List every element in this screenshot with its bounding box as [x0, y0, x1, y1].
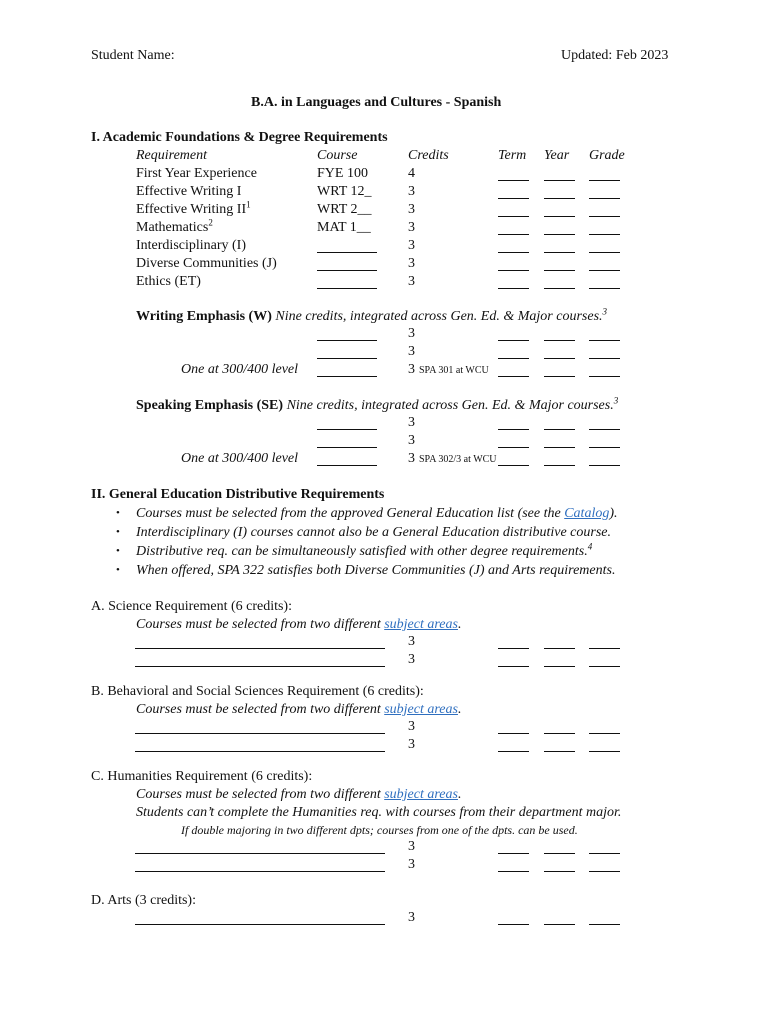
bullet-text	[136, 563, 615, 579]
col-term: Term	[498, 148, 527, 163]
speaking-course-blank[interactable]	[317, 465, 377, 466]
bullet-end: ).	[609, 506, 618, 521]
science-heading: A. Science Requirement (6 credits):	[91, 599, 292, 614]
requirement-term-blank[interactable]	[498, 288, 529, 289]
col-requirement: Requirement	[136, 148, 208, 163]
col-grade: Grade	[589, 148, 625, 163]
requirement-name: Interdisciplinary (I)	[136, 238, 247, 253]
bullet-body: Interdisciplinary (I) courses cannot also be a General Education distributive course.	[136, 525, 612, 540]
writing-grade-blank[interactable]	[589, 376, 620, 377]
col-credits: Credits	[408, 148, 449, 163]
humanities-course-blank[interactable]	[135, 871, 385, 872]
requirement-year-blank[interactable]	[544, 288, 575, 289]
humanities-note	[136, 787, 461, 803]
section-1-heading: I. Academic Foundations & Degree Requirements	[91, 130, 388, 145]
science-note-period: .	[457, 617, 462, 632]
humanities-credit: 3	[408, 857, 415, 872]
science-year-blank[interactable]	[544, 666, 575, 667]
science-course-blank[interactable]	[135, 648, 385, 649]
science-subject-areas-link[interactable]: subject areas	[384, 617, 458, 632]
behavioral-note-period: .	[457, 702, 462, 717]
course-code: FYE 100	[317, 166, 368, 181]
requirement-grade-blank[interactable]	[589, 252, 620, 253]
requirement-footnote: 2	[208, 217, 213, 228]
bullet-body: Courses must be selected from the approved General Education list (see the	[136, 506, 565, 521]
science-note	[136, 617, 461, 633]
behavioral-grade-blank[interactable]	[589, 751, 620, 752]
course-blank[interactable]	[317, 288, 377, 289]
speaking-course-blank[interactable]	[317, 447, 377, 448]
requirement-year-blank[interactable]	[544, 198, 575, 199]
requirement-grade-blank[interactable]	[589, 198, 620, 199]
catalog-link[interactable]: Catalog	[564, 506, 610, 521]
arts-heading: D. Arts (3 credits):	[91, 893, 196, 908]
speaking-grade-blank[interactable]	[589, 465, 620, 466]
science-course-blank[interactable]	[135, 666, 385, 667]
course-code: WRT 12_	[317, 184, 372, 199]
behavioral-course-blank[interactable]	[135, 733, 385, 734]
speaking-year-blank[interactable]	[544, 465, 575, 466]
requirement-term-blank[interactable]	[498, 270, 529, 271]
science-year-blank[interactable]	[544, 648, 575, 649]
bullet-icon: •	[116, 526, 120, 538]
bullet-text	[136, 525, 611, 541]
behavioral-heading: B. Behavioral and Social Sciences Requirement (6 credits):	[91, 684, 424, 699]
bullet-body: When offered, SPA 322 satisfies both Diverse Communities (J) and Arts requirements.	[136, 563, 616, 578]
writing-level-label: One at 300/400 level	[181, 362, 299, 377]
writing-desc: Nine credits, integrated across Gen. Ed. & Major courses.	[275, 309, 603, 324]
bullet-text	[136, 541, 593, 560]
science-grade-blank[interactable]	[589, 648, 620, 649]
requirement-year-blank[interactable]	[544, 216, 575, 217]
speaking-grade-blank[interactable]	[589, 429, 620, 430]
behavioral-grade-blank[interactable]	[589, 733, 620, 734]
humanities-note-2: Students can’t complete the Humanities req. with courses from their department major.	[136, 805, 622, 820]
credit-value: 4	[408, 166, 415, 181]
behavioral-term-blank[interactable]	[498, 751, 529, 752]
humanities-credit: 3	[408, 839, 415, 854]
writing-credit: 3 SPA 301 at WCU	[408, 362, 489, 377]
science-term-blank[interactable]	[498, 666, 529, 667]
behavioral-note-text: Courses must be selected from two different	[136, 702, 385, 717]
col-course: Course	[317, 148, 358, 163]
science-note-text: Courses must be selected from two different	[136, 617, 385, 632]
humanities-year-blank[interactable]	[544, 871, 575, 872]
speaking-heading: Speaking Emphasis (SE)	[136, 398, 284, 413]
requirement-year-blank[interactable]	[544, 234, 575, 235]
course-code: MAT 1__	[317, 220, 371, 235]
humanities-note-period: .	[457, 787, 462, 802]
section-2-heading: II. General Education Distributive Requirements	[91, 487, 385, 502]
speaking-credit: 3	[408, 433, 415, 448]
speaking-desc: Nine credits, integrated across Gen. Ed. & Major courses.	[286, 398, 614, 413]
humanities-term-blank[interactable]	[498, 871, 529, 872]
speaking-term-blank[interactable]	[498, 447, 529, 448]
speaking-sup: 3	[613, 395, 619, 406]
requirement-name: First Year Experience	[136, 166, 257, 181]
course-code: WRT 2__	[317, 202, 372, 217]
bullet-text	[136, 506, 618, 522]
humanities-course-blank[interactable]	[135, 853, 385, 854]
behavioral-course-blank[interactable]	[135, 751, 385, 752]
credit-value: 3	[408, 220, 415, 235]
updated-date: Updated: Feb 2023	[561, 48, 669, 63]
requirement-year-blank[interactable]	[544, 252, 575, 253]
arts-credit: 3	[408, 910, 415, 925]
credit-value: 3	[408, 184, 415, 199]
credit-value: 3	[408, 274, 415, 289]
writing-grade-blank[interactable]	[589, 358, 620, 359]
writing-heading: Writing Emphasis (W)	[136, 309, 272, 324]
speaking-grade-blank[interactable]	[589, 447, 620, 448]
writing-year-blank[interactable]	[544, 376, 575, 377]
page-title: B.A. in Languages and Cultures - Spanish	[251, 95, 502, 110]
writing-term-blank[interactable]	[498, 340, 529, 341]
bullet-icon: •	[116, 507, 120, 519]
requirement-footnote: 1	[246, 199, 251, 210]
writing-course-note: SPA 301 at WCU	[419, 365, 489, 376]
science-term-blank[interactable]	[498, 648, 529, 649]
behavioral-credit: 3	[408, 737, 415, 752]
writing-course-blank[interactable]	[317, 340, 377, 341]
credit-value: 3	[408, 256, 415, 271]
speaking-term-blank[interactable]	[498, 429, 529, 430]
arts-grade-blank[interactable]	[589, 924, 620, 925]
bullet-icon: •	[116, 545, 120, 557]
writing-year-blank[interactable]	[544, 358, 575, 359]
requirement-term-blank[interactable]	[498, 180, 529, 181]
writing-year-blank[interactable]	[544, 340, 575, 341]
requirement-term-blank[interactable]	[498, 234, 529, 235]
bullet-icon: •	[116, 564, 120, 576]
bullet-body: Distributive req. can be simultaneously satisfied with other degree requirements.	[136, 544, 588, 559]
behavioral-credit: 3	[408, 719, 415, 734]
requirement-grade-blank[interactable]	[589, 288, 620, 289]
writing-course-blank[interactable]	[317, 376, 377, 377]
bullet-footnote: 4	[587, 541, 593, 552]
behavioral-year-blank[interactable]	[544, 733, 575, 734]
requirement-grade-blank[interactable]	[589, 216, 620, 217]
speaking-credit: 3 SPA 302/3 at WCU	[408, 451, 497, 466]
humanities-subject-areas-link[interactable]: subject areas	[384, 787, 458, 802]
credit-value: 3	[408, 202, 415, 217]
humanities-grade-blank[interactable]	[589, 871, 620, 872]
humanities-grade-blank[interactable]	[589, 853, 620, 854]
requirement-term-blank[interactable]	[498, 216, 529, 217]
speaking-year-blank[interactable]	[544, 447, 575, 448]
humanities-heading: C. Humanities Requirement (6 credits):	[91, 769, 313, 784]
speaking-course-note: SPA 302/3 at WCU	[419, 454, 497, 465]
writing-credit: 3	[408, 344, 415, 359]
writing-term-blank[interactable]	[498, 376, 529, 377]
arts-year-blank[interactable]	[544, 924, 575, 925]
credit-value: 3	[408, 238, 415, 253]
requirement-name: Ethics (ET)	[136, 274, 201, 289]
science-credit: 3	[408, 652, 415, 667]
writing-sup: 3	[602, 306, 608, 317]
speaking-level-label: One at 300/400 level	[181, 451, 299, 466]
speaking-term-blank[interactable]	[498, 465, 529, 466]
arts-term-blank[interactable]	[498, 924, 529, 925]
requirement-grade-blank[interactable]	[589, 180, 620, 181]
requirement-year-blank[interactable]	[544, 180, 575, 181]
humanities-note-3: If double majoring in two different dpts; courses from one of the dpts. can be used.	[181, 823, 578, 837]
col-year: Year	[544, 148, 570, 163]
humanities-term-blank[interactable]	[498, 853, 529, 854]
arts-course-blank[interactable]	[135, 924, 385, 925]
science-credit: 3	[408, 634, 415, 649]
requirement-term-blank[interactable]	[498, 252, 529, 253]
requirement-name: Mathematics$^2$	[136, 217, 213, 235]
speaking-year-blank[interactable]	[544, 429, 575, 430]
writing-term-blank[interactable]	[498, 358, 529, 359]
behavioral-term-blank[interactable]	[498, 733, 529, 734]
behavioral-year-blank[interactable]	[544, 751, 575, 752]
writing-emphasis	[136, 306, 608, 325]
course-blank[interactable]	[317, 252, 377, 253]
requirement-grade-blank[interactable]	[589, 234, 620, 235]
requirement-grade-blank[interactable]	[589, 270, 620, 271]
behavioral-subject-areas-link[interactable]: subject areas	[384, 702, 458, 717]
speaking-emphasis	[136, 395, 619, 414]
humanities-year-blank[interactable]	[544, 853, 575, 854]
student-name-label: Student Name:	[91, 48, 175, 63]
requirement-term-blank[interactable]	[498, 198, 529, 199]
requirement-year-blank[interactable]	[544, 270, 575, 271]
writing-course-blank[interactable]	[317, 358, 377, 359]
writing-grade-blank[interactable]	[589, 340, 620, 341]
humanities-note-text: Courses must be selected from two different	[136, 787, 385, 802]
course-blank[interactable]	[317, 270, 377, 271]
writing-credit: 3	[408, 326, 415, 341]
behavioral-note	[136, 702, 461, 718]
speaking-credit: 3	[408, 415, 415, 430]
speaking-course-blank[interactable]	[317, 429, 377, 430]
requirement-name: Diverse Communities (J)	[136, 256, 277, 271]
requirement-name: Effective Writing I	[136, 184, 242, 199]
requirement-name: Effective Writing $II^1$	[136, 199, 251, 217]
science-grade-blank[interactable]	[589, 666, 620, 667]
